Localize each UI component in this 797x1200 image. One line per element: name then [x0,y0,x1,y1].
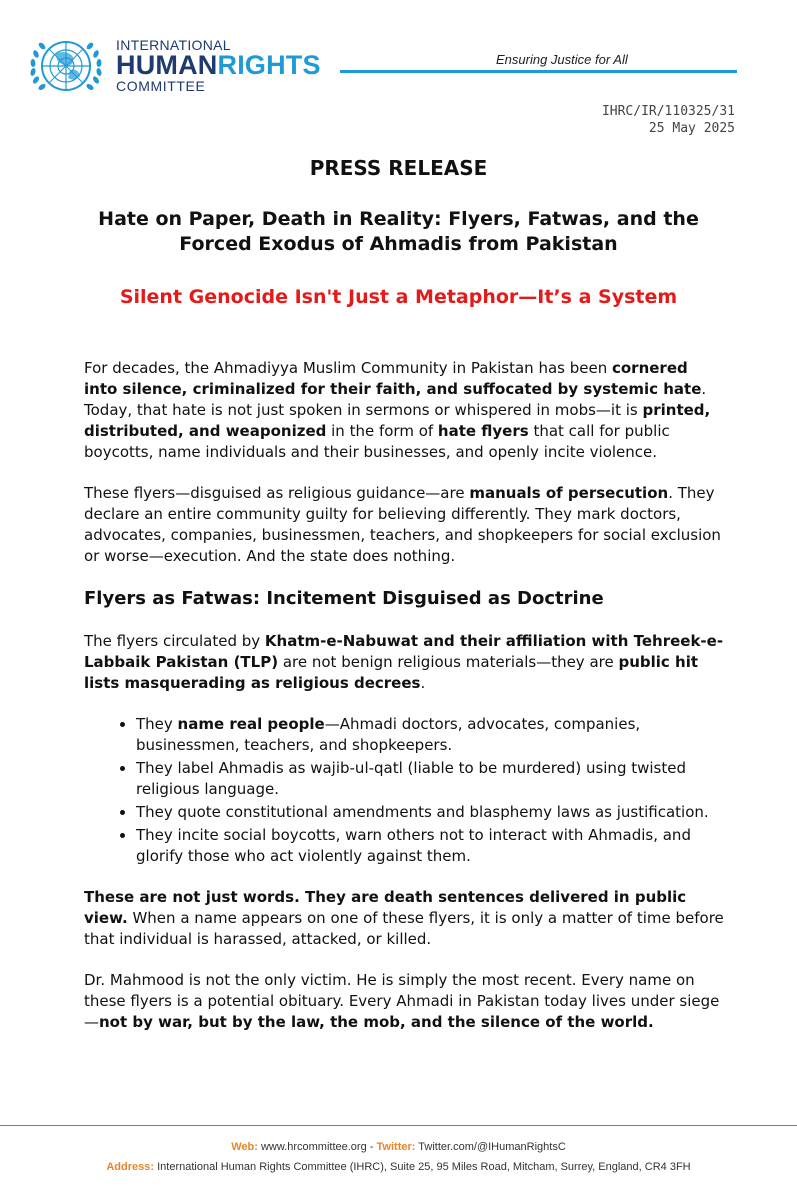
header-divider [340,70,737,73]
section-heading: Flyers as Fatwas: Incitement Disguised as Doctrine [84,588,604,609]
paragraph-4: These are not just words. They are death sentences delivered in public view. When a name appears on one of these flyers, it is only a matter of time before that individual is harassed, attacked, or killed. [84,888,724,948]
org-name-rights: RIGHTS [217,50,321,80]
bold-text: name real people [177,715,325,733]
paragraph-5: Dr. Mahmood is not the only victim. He is simply the most recent. Every name on these flyers is a potential obituary. Every Ahmadi in Pakistan today lives under siege—not by war, but by the law, the mob, and the silence of the world. [84,971,720,1031]
footer-separator: - [369,1141,374,1153]
org-name-line-3: COMMITTEE [116,78,206,94]
list-item: • They quote constitutional amendments and blasphemy laws as justification. [136,802,724,823]
article-body [84,358,724,1053]
bold-text: Khatm-e-Nabuwat and their affiliation with Tehreek-e-Labbaik Pakistan (TLP) [84,632,724,671]
paragraph-2: These flyers—disguised as religious guidance—are manuals of persecution. They declare an entire community guilty for believing differently. They mark doctors, advocates, companies, businessmen, teachers, and shopkeepers for social exclusion or worse—execution. And the state does nothing. [84,484,721,565]
footer [0,1137,797,1177]
un-globe-wreath-icon [26,34,106,98]
tagline: Ensuring Justice for All [496,52,628,67]
website-link[interactable]: www.hrcommittee.org [260,1141,367,1153]
paragraph-3: The flyers circulated by Khatm-e-Nabuwat and their affiliation with Tehreek-e-Labbaik Pakistan (TLP) are not benign religious materials—they are public hit lists masquerading as religious decrees. [84,632,724,692]
bold-text: printed, distributed, and weaponized [84,401,711,440]
organization-name [116,38,321,94]
list-item: • They name real people—Ahmadi doctors, advocates, companies, businessmen, teachers, and shopkeepers. [136,714,724,756]
twitter-link[interactable]: Twitter.com/@IHumanRightsC [418,1141,566,1153]
bold-text: cornered into silence, criminalized for their faith, and suffocated by systemic hate [84,359,702,398]
footer-contact-line [0,1137,797,1157]
bold-text: These are not just words. They are death sentences delivered in public view. [84,888,687,927]
bullet-list [84,714,724,867]
reference-block [602,103,735,137]
org-name-line-2 [116,52,321,79]
release-date: 25 May 2025 [648,121,735,136]
footer-address-line [0,1157,797,1177]
reference-code: IHRC/IR/110325/31 [601,104,735,119]
bold-text: manuals of persecution [469,484,669,502]
list-item: • They incite social boycotts, warn others not to interact with Ahmadis, and glorify those who act violently against them. [136,825,724,867]
letterhead [0,0,797,110]
press-release-label: PRESS RELEASE [309,156,488,180]
footer-divider [0,1125,797,1126]
bold-text: hate flyers [437,422,529,440]
paragraph-1: For decades, the Ahmadiyya Muslim Community in Pakistan has been cornered into silence, criminalized for their faith, and suffocated by systemic hate. Today, that hate is not just spoken in sermons or whispered in mobs—it is printed, distributed, and weaponized in the form of hate flyers that call for public boycotts, name individuals and their businesses, and openly incite violence. [84,359,711,461]
org-name-human: HUMAN [116,50,218,80]
subheadline: Silent Genocide Isn't Just a Metaphor—It’s a System [119,286,678,308]
bold-text: public hit lists masquerading as religious decrees [84,653,699,692]
address-value: International Human Rights Committee (IHRC), Suite 25, 95 Miles Road, Mitcham, Surrey, England, CR4 3FH [157,1161,691,1173]
headline: Hate on Paper, Death in Reality: Flyers, Fatwas, and the Forced Exodus of Ahmadis from Pakistan [98,208,699,255]
web-label: Web: [231,1141,258,1153]
bold-text: not by war, but by the law, the mob, and the silence of the world. [99,1013,654,1031]
twitter-label: Twitter: [376,1141,416,1153]
list-item: • They label Ahmadis as wajib-ul-qatl (liable to be murdered) using twisted religious language. [136,758,724,800]
address-label: Address: [106,1161,155,1173]
org-name-line-1: INTERNATIONAL [116,37,231,53]
